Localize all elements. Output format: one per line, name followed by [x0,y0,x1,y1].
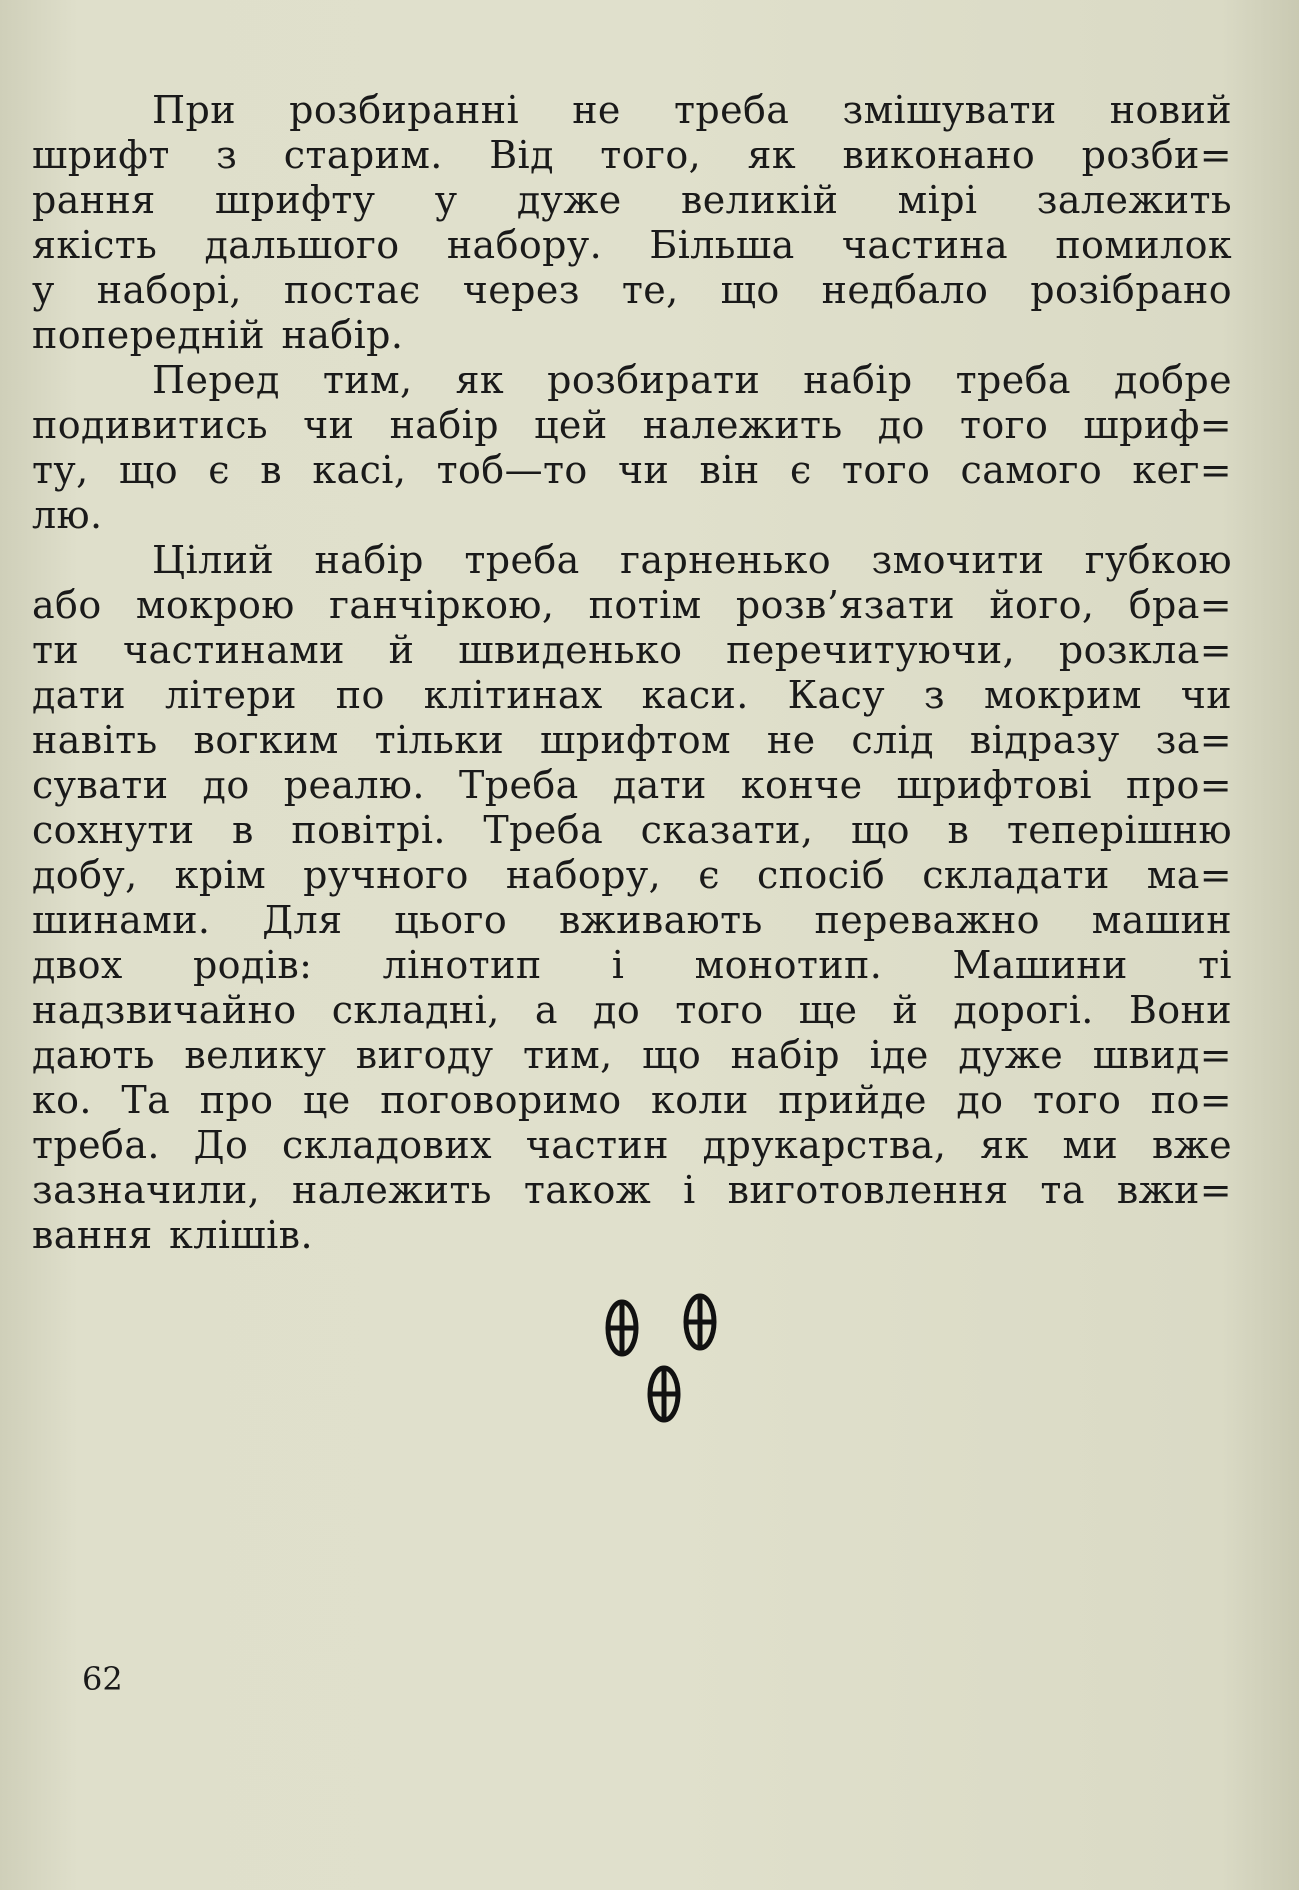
text-line: Цілий набір треба гарненько змочити губкою [152,538,1232,582]
text-line: подивитись чи набір цей належить до того шриф= [32,403,1232,447]
paragraph [32,88,1232,358]
text-line: двох родів: лінотип і монотип. Машини ті [32,943,1232,987]
paragraph [32,538,1232,1258]
text-line: Перед тим, як розбирати набір треба добре [152,358,1232,402]
text-line: дати літери по клітинах каси. Касу з мокрим чи [32,673,1232,717]
text-line: ти частинами й швиденько перечитуючи, розкла= [32,628,1232,672]
text-line: навіть вогким тільки шрифтом не слід відразу за= [32,718,1232,762]
page-number: 62 [82,1660,123,1698]
body-text [32,88,1232,1258]
text-line: ко. Та про це поговоримо коли прийде до того по= [32,1078,1232,1122]
text-line: шинами. Для цього вживають переважно машин [32,898,1232,942]
text-line: лю. [32,493,103,537]
paragraph [32,358,1232,538]
text-line: треба. До складових частин друкарства, як ми вже [32,1123,1232,1167]
text-line: ту, що є в касі, тоб—то чи він є того самого кег= [32,448,1232,492]
theta-ornament-icon [600,1290,720,1430]
text-line: шрифт з старим. Від того, як виконано розби= [32,133,1232,177]
text-line: надзвичайно складні, а до того ще й дорогі. Вони [32,988,1232,1032]
text-line: сохнути в повітрі. Треба сказати, що в теперішню [32,808,1232,852]
text-line: дають велику вигоду тим, що набір іде дуже швид= [32,1033,1232,1077]
text-line: у наборі, постає через те, що недбало розібрано [32,268,1232,312]
text-line: При розбиранні не треба змішувати новий [152,88,1232,132]
text-line: попередній набір. [32,313,404,357]
text-line: якість дальшого набору. Більша частина помилок [32,223,1232,267]
text-line: сувати до реалю. Треба дати конче шрифтові про= [32,763,1232,807]
text-line: або мокрою ганчіркою, потім розв’язати його, бра= [32,583,1232,627]
text-line: добу, крім ручного набору, є спосіб складати ма= [32,853,1232,897]
text-line: рання шрифту у дуже великій мірі залежить [32,178,1232,222]
text-line: вання клішів. [32,1213,313,1257]
text-line: зазначили, належить також і виготовлення та вжи= [32,1168,1232,1212]
